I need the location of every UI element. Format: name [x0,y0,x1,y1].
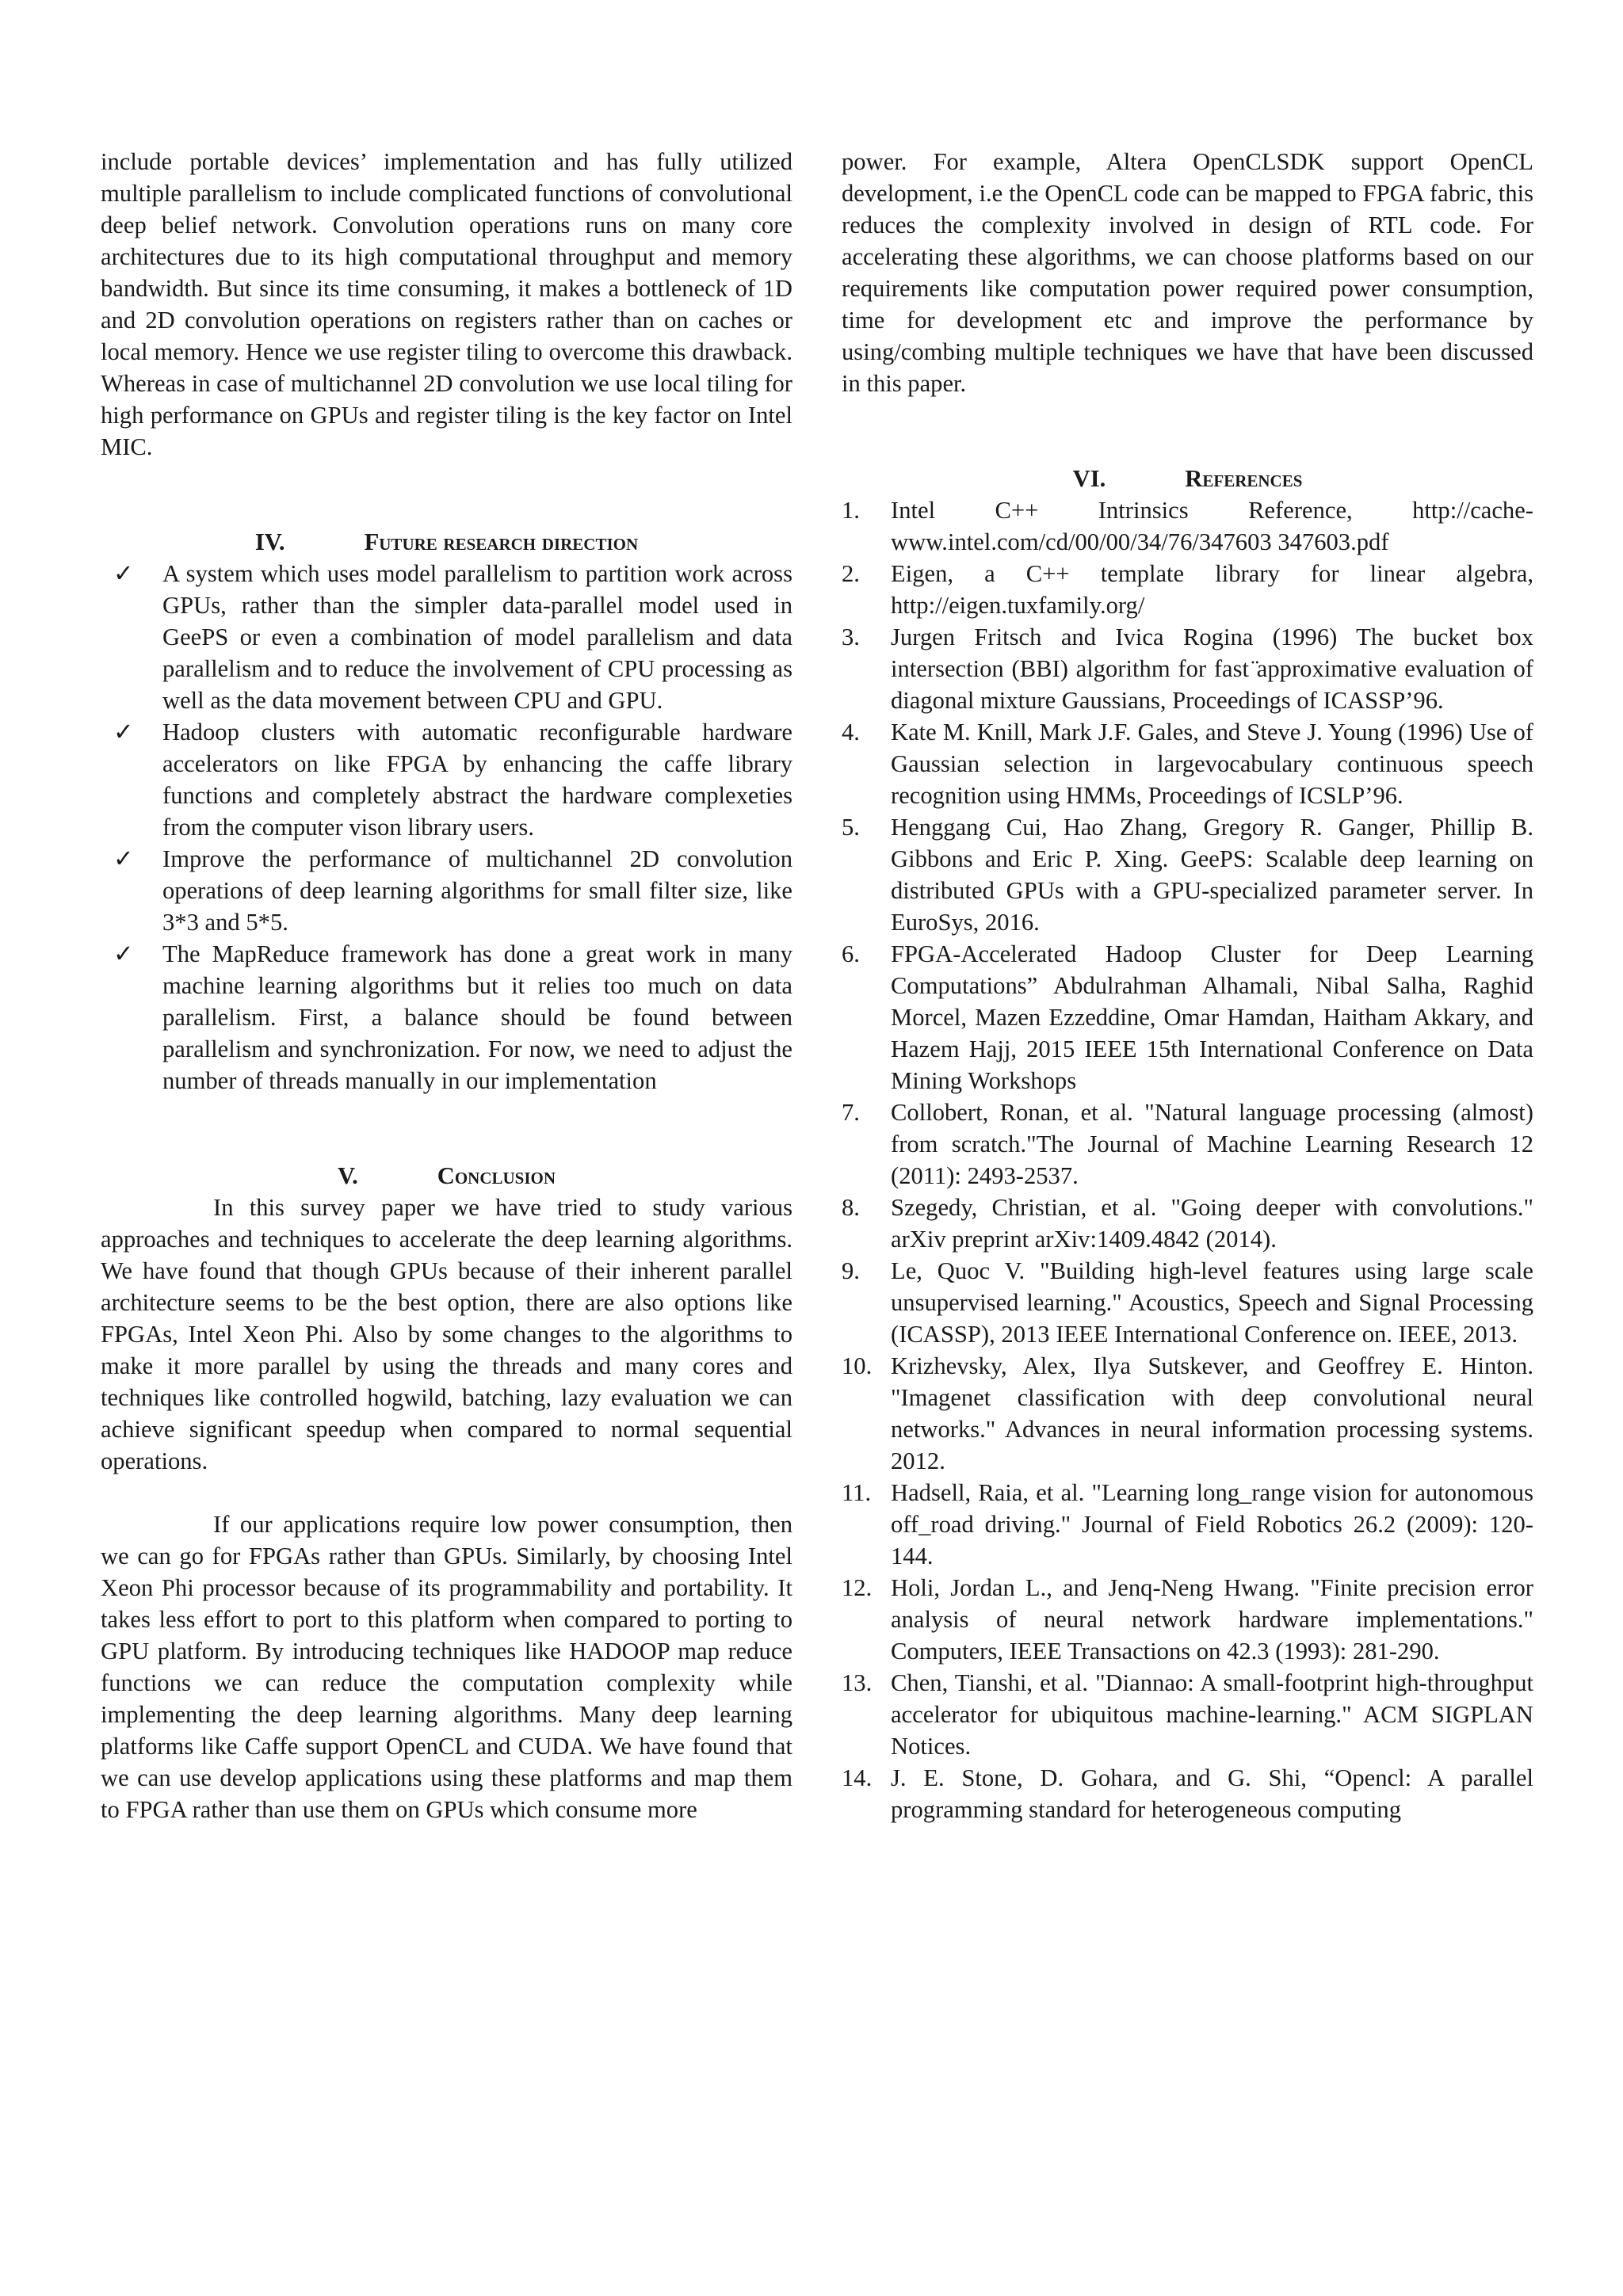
section-title: References [1185,465,1303,492]
conclusion-paragraph-1: In this survey paper we have tried to study various approaches and techniques to accelerate the deep learning algorithms. We have found that though GPUs because of their inherent parallel architecture seems to be the best option, there are also options like FPGAs, Intel Xeon Phi. Also by some changes to the algorithms to make it more parallel by using the threads and many cores and techniques like controlled hogwild, batching, lazy evaluation we can achieve significant speedup when compared to normal sequential operations. [101,1194,792,1474]
reference-number: 3. [842,624,860,650]
section-number: VI. [1072,465,1106,492]
reference-number: 1. [842,497,860,524]
reference-number: 14. [842,1764,873,1791]
reference-number: 8. [842,1194,860,1221]
reference-item [842,1572,1533,1667]
reference-text: Eigen, a C++ template library for linear algebra, http://eigen.tuxfamily.org/ [891,560,1533,619]
reference-item [842,938,1533,1097]
section-v-heading [101,1160,792,1192]
reference-number: 10. [842,1352,873,1379]
reference-list [842,494,1533,1825]
reference-text: J. E. Stone, D. Gohara, and G. Shi, “Opencl: A parallel programming standard for heterogeneous computing [891,1764,1533,1823]
reference-item [842,811,1533,938]
reference-text: Krizhevsky, Alex, Ilya Sutskever, and Geoffrey E. Hinton. "Imagenet classification with deep convolutional neural networks." Advances in neural information processing systems. 2012. [891,1352,1533,1474]
reference-number: 11. [842,1479,872,1506]
section-number: V. [337,1162,358,1189]
reference-item [842,1350,1533,1477]
reference-text: Kate M. Knill, Mark J.F. Gales, and Steve J. Young (1996) Use of Gaussian selection in largevocabulary continuous speech recognition using HMMs, Proceedings of ICSLP’96. [891,719,1533,809]
reference-text: Hadsell, Raia, et al. "Learning long_range vision for autonomous off_road driving." Journal of Field Robotics 26.2 (2009): 120-144. [891,1479,1533,1569]
reference-item [842,621,1533,716]
left-column [101,146,792,1825]
continued-paragraph: power. For example, Altera OpenCLSDK support OpenCL development, i.e the OpenCL code can be mapped to FPGA fabric, this reduces the complexity involved in design of RTL code. For accelerating these algorithms, we can choose platforms based on our requirements like computation power required power consumption, time for development etc and improve the performance by using/combing multiple techniques we have that have been discussed in this paper. [842,148,1533,397]
list-item [101,843,792,938]
reference-item [842,1097,1533,1192]
intro-paragraph: include portable devices’ implementation and has fully utilized multiple parallelism to include complicated functions of convolutional deep belief network. Convolution operations runs on many core architectures due to its high computational throughput and memory bandwidth. But since its time consuming, it makes a bottleneck of 1D and 2D convolution operations on registers rather than on caches or local memory. Hence we use register tiling to overcome this drawback. Whereas in case of multichannel 2D convolution we use local tiling for high performance on GPUs and register tiling is the key factor on Intel MIC. [101,148,792,460]
reference-text: FPGA-Accelerated Hadoop Cluster for Deep Learning Computations” Abdulrahman Alhamali, Nibal Salha, Raghid Morcel, Mazen Ezzeddine, Omar Hamdan, Haitham Akkary, and Hazem Hajj, 2015 IEEE 15th International Conference on Data Mining Workshops [891,940,1533,1094]
reference-number: 5. [842,814,860,841]
reference-number: 13. [842,1669,873,1696]
reference-text: Chen, Tianshi, et al. "Diannao: A small-footprint high-throughput accelerator for ubiquitous machine-learning." ACM SIGPLAN Notices. [891,1669,1533,1760]
reference-text: Collobert, Ronan, et al. "Natural language processing (almost) from scratch."The Journal of Machine Learning Research 12 (2011): 2493-2537. [891,1099,1533,1189]
list-item-text: A system which uses model parallelism to partition work across GPUs, rather than the simpler data-parallel model used in GeePS or even a combination of model parallelism and data parallelism and to reduce the involvement of CPU processing as well as the data movement between CPU and GPU. [162,560,792,714]
section-vi-heading [842,463,1533,494]
reference-item [842,1667,1533,1762]
reference-number: 6. [842,940,860,967]
reference-text: Jurgen Fritsch and Ivica Rogina (1996) The bucket box intersection (BBI) algorithm for fast ̈approximative evaluation of diagonal mixture Gaussians, Proceedings of ICASSP’96. [891,624,1533,714]
reference-number: 4. [842,719,860,746]
reference-number: 12. [842,1574,873,1601]
right-column [842,146,1533,1825]
reference-text: Le, Quoc V. "Building high-level features using large scale unsupervised learning." Acoustics, Speech and Signal Processing (ICASSP), 2013 IEEE International Conference on. IEEE, 2013. [891,1257,1533,1348]
future-direction-list [101,558,792,1097]
section-iv-heading [101,526,792,558]
list-item-text: The MapReduce framework has done a great work in many machine learning algorithms but it relies too much on data parallelism. First, a balance should be found between parallelism and synchronization. For now, we need to adjust the number of threads manually in our implementation [162,940,792,1094]
checkmark-icon: ✓ [113,560,134,587]
reference-item [842,1192,1533,1255]
reference-item [842,558,1533,621]
reference-text: Szegedy, Christian, et al. "Going deeper with convolutions." arXiv preprint arXiv:1409.4842 (2014). [891,1194,1533,1253]
reference-text: Henggang Cui, Hao Zhang, Gregory R. Ganger, Phillip B. Gibbons and Eric P. Xing. GeePS: Scalable deep learning on distributed GPUs with a GPU-specialized parameter server. In EuroSys, 2016. [891,814,1533,936]
section-title: Conclusion [437,1162,556,1189]
reference-text: Intel C++ Intrinsics Reference, http://cache-www.intel.com/cd/00/00/34/76/347603 347603.pdf [891,497,1533,555]
checkmark-icon: ✓ [113,719,134,746]
section-title: Future research direction [364,528,639,555]
list-item-text: Hadoop clusters with automatic reconfigurable hardware accelerators on like FPGA by enhancing the caffe library functions and completely abstract the hardware complexeties from the computer vison library users. [162,719,792,841]
reference-item [842,1762,1533,1825]
reference-item [842,494,1533,558]
reference-item [842,716,1533,811]
reference-item [842,1255,1533,1350]
reference-item [842,1477,1533,1572]
list-item-text: Improve the performance of multichannel 2D convolution operations of deep learning algorithms for small filter size, like 3*3 and 5*5. [162,845,792,936]
reference-number: 7. [842,1099,860,1126]
list-item [101,558,792,716]
reference-number: 2. [842,560,860,587]
list-item [101,716,792,843]
checkmark-icon: ✓ [113,940,134,967]
reference-number: 9. [842,1257,860,1284]
section-number: IV. [254,528,285,555]
reference-text: Holi, Jordan L., and Jenq-Neng Hwang. "Finite precision error analysis of neural network hardware implementations." Computers, IEEE Transactions on 42.3 (1993): 281-290. [891,1574,1533,1665]
conclusion-paragraph-2: If our applications require low power consumption, then we can go for FPGAs rather than GPUs. Similarly, by choosing Intel Xeon Phi processor because of its programmability and portability. It takes less effort to port to this platform when compared to porting to GPU platform. By introducing techniques like HADOOP map reduce functions we can reduce the computation complexity while implementing the deep learning algorithms. Many deep learning platforms like Caffe support OpenCL and CUDA. We have found that we can use develop applications using these platforms and map them to FPGA rather than use them on GPUs which consume more [101,1511,792,1823]
list-item [101,938,792,1097]
checkmark-icon: ✓ [113,845,134,872]
